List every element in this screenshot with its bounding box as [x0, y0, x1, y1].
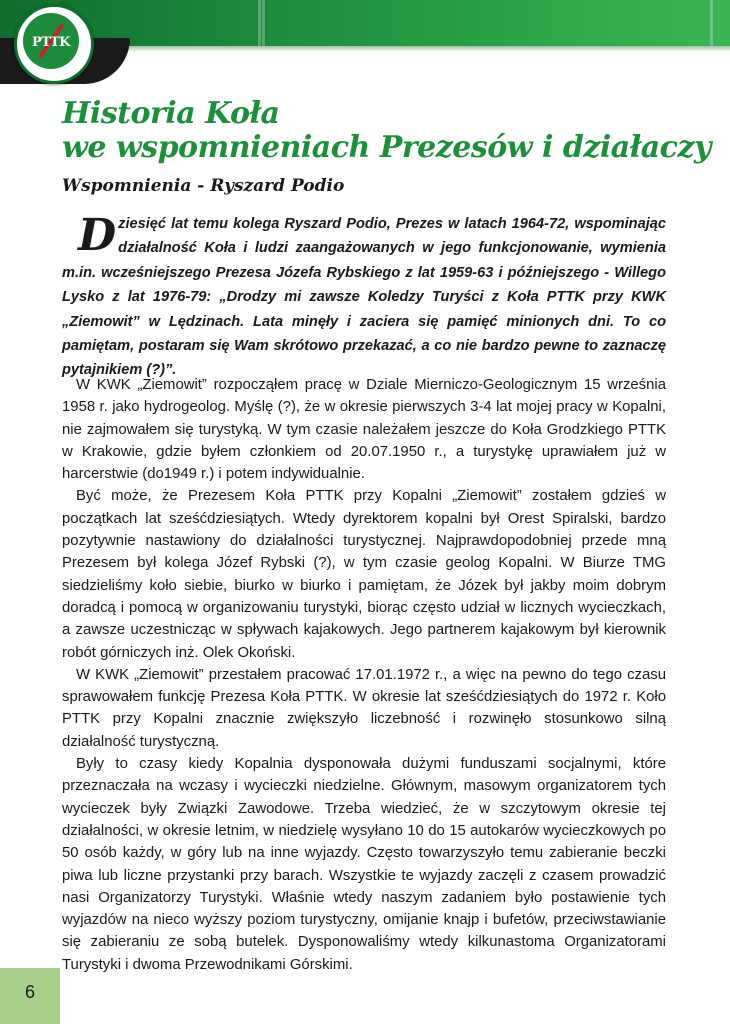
article-subtitle: Wspomnienia - Ryszard Podio — [62, 176, 345, 196]
pttk-logo — [14, 4, 94, 84]
body-paragraph: Być może, że Prezesem Koła PTTK przy Kopalni „Ziemowit” zostałem gdzieś w początkach lat sześćdziesiątych. Wtedy dyrektorem kopalni był Orest Spiralski, bardzo pozytywnie nastawiony do działalności turystycznej. Najprawdopodobniej przede mną Prezesem był kolega Józef Rybski (?), w tym czasie geolog Kopalni. W Biurze TMG siedzieliśmy koło siebie, biurko w biurko i pamiętam, że Józek był jakby moim dobrym doradcą i pomocą w organizowaniu turystyki, biorąc często udział w licznych wycieczkach, a zawsze uczestnicząc w spływach kajakowych. Jego partnerem kajakowym był kierownik robót górniczych inż. Olek Okoński. — [62, 488, 666, 661]
article-title-line-1: Historia Koła — [62, 96, 280, 131]
logo-text: PTTK — [32, 35, 70, 50]
body-paragraph: Były to czasy kiedy Kopalnia dysponowała dużymi funduszami socjalnymi, które przeznaczała na wczasy i wycieczki niedzielne. Głównym, masowym organizatorem tych wycieczek były Związki Zawodowe. Trzeba wiedzieć, że w szczytowym okresie tej działalności, w okresie letnim, w niedzielę wysyłano 10 do 15 autokarów wycieczkowych po 50 osób każdy, w góry lub na inne wyjazdy. Często towarzyszyło temu zabieranie beczki piwa lub liczne przystanki przy barach. Wszystkie te wyjazdy zaczęli z czasem prowadzić nasi Organizatorzy Turystyki. Właśnie wtedy naszym zadaniem było postawienie tych wyjazdów na nieco wyższy poziom turystyczny, omijanie knajp i bufetów, przeciwstawianie się zabieraniu ze sobą butelek. Dysponowaliśmy wtedy kilkunastoma Organizatorami Turystyki i dwoma Przewodnikami Górskimi. — [62, 756, 666, 973]
page-number: 6 — [24, 982, 35, 1002]
intro-text: ziesięć lat temu kolega Ryszard Podio, Prezes w latach 1964-72, wspominając działalność Koła i ludzi zaangażowanych w jego funkcjonowanie, wymienia m.in. wcześniejszego Prezesa Józefa Rybskiego z lat 1959-63 i późniejszego - Willego Lysko z lat 1976-79: „Drodzy mi zawsze Koledzy Turyści z Koła PTTK przy KWK „Ziemowit” w Lędzinach. Lata minęły i zaciera się pamięć minionych dni. To co pamiętam, postaram się Wam skrótowo przekazać, a co nie bardzo pewne to zaznaczę pytajnikiem (?)”. — [62, 216, 666, 379]
header-stripe — [262, 0, 265, 46]
body-paragraph: W KWK „Ziemowit” przestałem pracować 17.01.1972 r., a więc na pewno do tego czasu sprawowałem funkcję Prezesa Koła PTTK. W okresie lat sześćdziesiątych do 1972 r. Koło PTTK przy Kopalni znacznie zwiększyło liczebność i rozwinęło stosunkowo silną działalność turystyczną. — [62, 666, 666, 750]
logo-emblem — [23, 13, 79, 69]
article-title-line-2: we wspomnieniach Prezesów i działaczy — [62, 130, 711, 165]
body-paragraph: W KWK „Ziemowit” rozpocząłem pracę w Dziale Mierniczo-Geologicznym 15 września 1958 r. jako hydrogeolog. Myślę (?), że w okresie pierwszych 3-4 lat mojej pracy w Kopalni, nie zajmowałem się turystyką. W tym czasie należałem jeszcze do Koła Grodzkiego PTTK w Krakowie, gdzie byłem członkiem od 20.07.1950 r., a turystykę uprawiałem już w harcerstwie (do1949 r.) i potem indywidualnie. — [62, 377, 666, 483]
header-stripe — [258, 0, 261, 46]
intro-paragraph — [62, 212, 666, 383]
drop-cap: D — [78, 210, 117, 261]
header-stripe — [710, 0, 713, 46]
article-body — [62, 374, 666, 976]
